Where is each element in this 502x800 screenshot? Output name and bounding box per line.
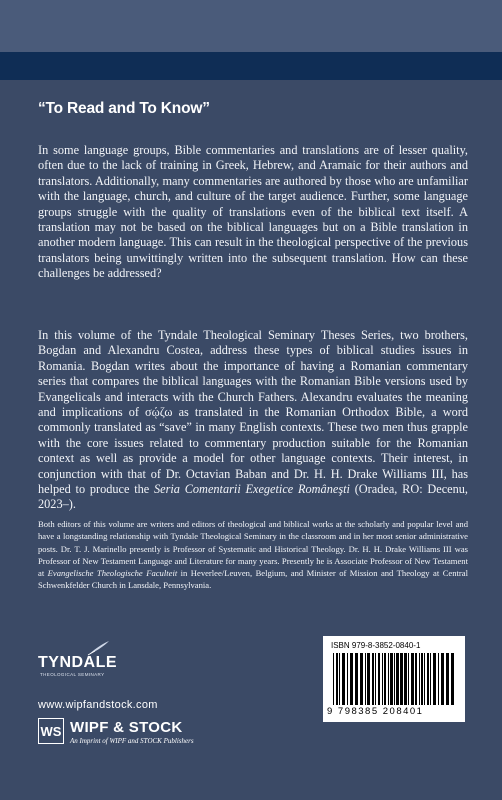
barcode-bar (382, 653, 383, 705)
top-color-band (0, 0, 502, 52)
publisher-name: WIPF & STOCK (70, 719, 183, 736)
barcode-bar (333, 653, 334, 705)
barcode-bar (424, 653, 425, 705)
series-title: Seria Comentarii Exegetice Româneşti (154, 482, 350, 497)
paragraph-2-main: In this volume of the Tyndale Theological Seminary Theses Series, two brothers, Bogdan and Alexandru Costea, address these types of biblical studies issues in Romania. Bogdan writes about the importance of having a Romanian commentary series that compares the biblical languages with the Romanian Bible versions used by Evangelicals and interacts with the Church Fathers. Alexandru evaluates the meaning and implications of σῴζω as translated in the Romanian Orthodox Bible, a word commonly translated as “save” in many English contexts. These two men thus grapple with the core issues related to commentary production suitable for the Romanian context as well as provide a model for other language contexts. Their interest, in conjunction with that of Dr. Octavian Baban and Dr. H. H. Drake Williams III, has helped to produce the (38, 328, 468, 497)
barcode-bar (360, 653, 363, 705)
barcode-bar (404, 653, 407, 705)
barcode-bar (427, 653, 429, 705)
barcode-bar (408, 653, 409, 705)
publisher-website: www.wipfandstock.com (38, 699, 158, 711)
barcode-bar (411, 653, 414, 705)
tagline-heading: “To Read and To Know” (38, 100, 210, 117)
barcode-bar (433, 653, 436, 705)
barcode-bar (430, 653, 431, 705)
tyndale-wordmark: TYNDALE (38, 654, 118, 671)
barcode-bar (390, 653, 393, 705)
barcode-bar (446, 653, 449, 705)
barcode-bar (388, 653, 389, 705)
paragraph-2-end: (Oradea, RO: Decenu, 2023–). (38, 482, 468, 512)
barcode-bar (336, 653, 338, 705)
isbn-number: ISBN 979-8-3852-0840-1 (331, 641, 421, 650)
barcode-bar (367, 653, 370, 705)
barcode-bar (421, 653, 423, 705)
barcode-bar (438, 653, 439, 705)
tyndale-subtitle: THEOLOGICAL SEMINARY (40, 672, 105, 677)
barcode-bar (384, 653, 386, 705)
barcode-bar (342, 653, 345, 705)
faculty-name: Evangelische Theologische Faculteit (47, 568, 178, 579)
description-paragraph-1: In some language groups, Bible commentaries and translations are of lesser quality, often due to the lack of training in Greek, Hebrew, and Aramaic for their authors and translators. Additionally, many commentaries are authored by those who are unfamiliar with the language, church, and culture of the target audience. Further, some language groups struggle with the quality of translations even of the biblical text itself. A translation may not be based on the biblical languages but on a Bible translation in another modern language. This can result in the theological perspective of the previous translators being unwittingly written into the subsequent translation. How can these challenges be addressed? (38, 143, 468, 281)
bio-part-1: Both editors of this volume are writers and editors of theological and biblical works at the scholarly and popular level and have a longstanding relationship with Tyndale Theological Seminary in the classroom and in her most senior administrative posts. Dr. T. J. Marinello presently is Professor of Systematic and Historical Theology. Dr. H. H. Drake Williams III was Professor of New Testament Language and Literature for many years. Presently he is Associate Professor of New Testament at (38, 519, 468, 579)
barcode-bar (400, 653, 403, 705)
barcode-bar (396, 653, 399, 705)
barcode-bar (394, 653, 395, 705)
isbn-barcode-box (323, 636, 465, 722)
barcode-digits: 9 798385 208401 (327, 706, 424, 717)
publisher-imprint: An Imprint of WIPF and STOCK Publishers (70, 737, 194, 745)
barcode-bar (451, 653, 454, 705)
barcode-bar (355, 653, 358, 705)
wipf-stock-logo (38, 718, 298, 748)
dark-stripe-band (0, 52, 502, 80)
barcode-bar (375, 653, 376, 705)
editors-bio (38, 518, 468, 592)
barcode-bar (350, 653, 353, 705)
description-paragraph-2 (38, 328, 468, 513)
barcode-bar (419, 653, 420, 705)
barcode-bar (365, 653, 366, 705)
barcode-bar (378, 653, 380, 705)
barcode-bar (347, 653, 348, 705)
barcode-bar (339, 653, 340, 705)
ws-monogram: WS (38, 718, 64, 744)
bio-part-2: in Heverlee/Leuven, Belgium, and Minister of Mission and Theology at Central Schwenkfelder Church in Lansdale, Pennsylvania. (38, 568, 468, 591)
barcode-bar (372, 653, 374, 705)
barcode-bar (441, 653, 444, 705)
barcode-graphic (333, 653, 455, 705)
tyndale-logo (38, 640, 128, 680)
barcode-bar (415, 653, 417, 705)
